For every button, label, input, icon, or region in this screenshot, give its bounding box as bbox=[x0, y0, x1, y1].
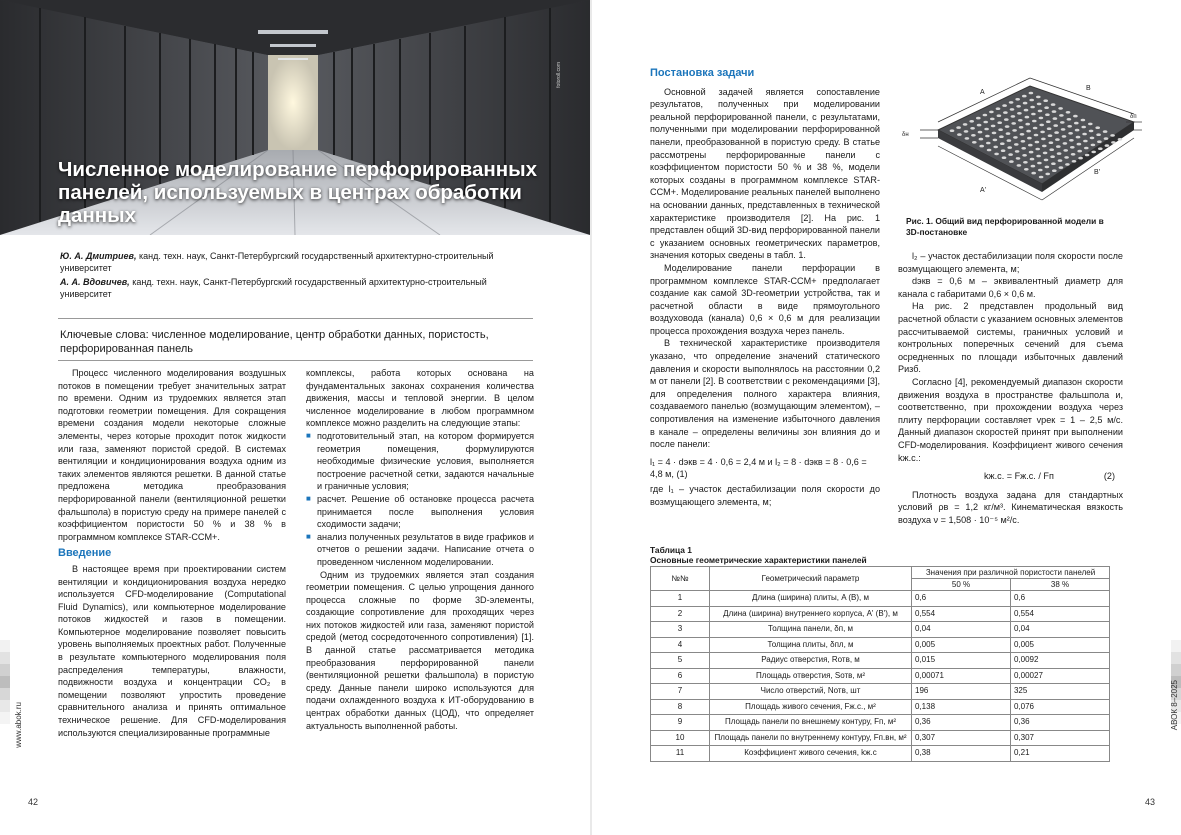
table-cell: Число отверстий, Nотв, шт bbox=[710, 684, 912, 700]
deq-definition: dэкв = 0,6 м – эквивалентный диаметр для канала с габаритами 0,6 × 0,6 м. bbox=[898, 276, 1123, 299]
table-cell: 0,36 bbox=[1010, 715, 1109, 731]
table-row bbox=[651, 699, 1110, 715]
table-row bbox=[651, 730, 1110, 746]
table-cell: 0,04 bbox=[912, 622, 1011, 638]
table-row bbox=[651, 668, 1110, 684]
table-cell: 11 bbox=[651, 746, 710, 762]
l1-definition: где l₁ – участок дестабилизации поля скорости до возмущающего элемента, м; bbox=[650, 484, 880, 507]
table-cell: Длина (ширина) плиты, A (B), м bbox=[710, 591, 912, 607]
keywords: Ключевые слова: численное моделирование, центр обработки данных, пористость, перфорированная панель bbox=[60, 329, 489, 355]
table-cell: Коэффициент живого сечения, kж.с bbox=[710, 746, 912, 762]
perforated-panel-figure bbox=[898, 64, 1143, 214]
table-cell: 4 bbox=[651, 637, 710, 653]
stages-paragraph: комплексы, работа которых основана на фундаментальных законах сохранения количества движения, массы и тепловой энергии. В целом численное моделирование в любом программном комплексе можно разделить на следующие этапы: bbox=[306, 368, 534, 429]
divider-bottom bbox=[58, 360, 533, 361]
table-cell: 196 bbox=[912, 684, 1011, 700]
table-row bbox=[651, 606, 1110, 622]
author-1-name: Ю. А. Дмитриев, bbox=[60, 251, 137, 261]
dimension-label: A bbox=[980, 89, 985, 96]
author-1-affiliation: канд. техн. наук, Санкт-Петербургский государственный архитектурно-строительный университет bbox=[60, 251, 494, 273]
table-cell: Толщина плиты, δпл, м bbox=[710, 637, 912, 653]
list-item: ■ расчет. Решение об остановке процесса расчета принимается после выполнения условия сходимости задачи; bbox=[306, 493, 534, 530]
table-cell: 8 bbox=[651, 699, 710, 715]
formula-1: l₁ = 4 · dэкв = 4 · 0,6 = 2,4 м и l₂ = 8 · dэкв = 8 · 0,6 = 4,8 м, (1) bbox=[650, 456, 867, 480]
table-body bbox=[651, 591, 1110, 762]
table-cell: 0,005 bbox=[1010, 637, 1109, 653]
page-number-right: 43 bbox=[1145, 797, 1156, 807]
header-parameter: Геометрический параметр bbox=[710, 567, 912, 591]
left-page bbox=[0, 0, 590, 835]
table-row bbox=[651, 622, 1110, 638]
table-cell: Площадь живого сечения, Fж.с., м² bbox=[710, 699, 912, 715]
author-2 bbox=[60, 276, 530, 300]
modeling-paragraph: Моделирование панели перфорации в программном комплексе STAR-CCM+ предполагает создание как самой 3D-геометрии устройства, так и расчетной области в виде прямоугольного воздуховода (канала) 0,6 × 0,6 м для реализации процесса прохождения воздуха через панель. bbox=[650, 262, 880, 336]
website-label: www.abok.ru bbox=[14, 702, 23, 748]
formula-2: kж.с. = Fж.с. / Fп (2) bbox=[984, 471, 1115, 482]
table-cell: 0,554 bbox=[1010, 606, 1109, 622]
dimension-label: A' bbox=[980, 187, 987, 194]
author-2-affiliation: канд. техн. наук, Санкт-Петербургский государственный архитектурно-строительный университет bbox=[60, 277, 487, 299]
table-title: Таблица 1 bbox=[650, 545, 692, 555]
table-cell: 0,38 bbox=[912, 746, 1011, 762]
figure-2-paragraph: На рис. 2 представлен продольный вид расчетной области с указанием основных элементов рассчитываемой системы, граничных условий и контрольных поперечных сечений для съема осредненных по площади избыточных давлений Pизб. bbox=[898, 301, 1123, 375]
table-row bbox=[651, 715, 1110, 731]
heading-problem-statement: Постановка задачи bbox=[650, 67, 755, 79]
header-number: №№ bbox=[651, 567, 710, 591]
task-paragraph: Основной задачей является сопоставление результатов, полученных при моделировании реальной перфорированной панели, с результатами, полученными при моделировании перфорированной панели, преобразованной в пористую среду. В статье рассмотрены перфорированные панели с коэффициентом пористости 50 % и 38 %, модели которых созданы в программном комплексе STAR-CCM+. Моделирование реальных панелей выполнено на основании данных, представленных в технической характеристике производителя [2]. На рис. 1 представлен общий 3D-вид перфорированной панели с указанием основных геометрических параметров, значения которых сведены в табл. 1. bbox=[650, 86, 880, 261]
table-cell: 2 bbox=[651, 606, 710, 622]
intro-paragraph: В настоящее время при проектировании систем вентиляции и кондиционирования воздуха нередко используется CFD-моделирование (Computational Fluid Dynamics), или компьютерное моделирование потоков жидкостей и газов в помещении. Компьютерное моделирование позволяет повысить уровень выполняемых проектных работ. Полученные в результате компьютерного моделирования поля распределения температуры, влажности, подвижности воздуха и концентрации CO₂ в помещении позволяют упростить проведение сравнительного анализа и принять оптимальное техническое решение. Для CFD-моделирования используются специализированные программные bbox=[58, 563, 286, 738]
table-cell: 3 bbox=[651, 622, 710, 638]
table-cell: Длина (ширина) внутреннего корпуса, A' (B'), м bbox=[710, 606, 912, 622]
divider-top bbox=[58, 318, 533, 319]
dimension-label: δн bbox=[902, 132, 909, 138]
table-cell: 325 bbox=[1010, 684, 1109, 700]
header-values: Значения при различной пористости панелей bbox=[912, 567, 1110, 579]
table-cell: Площадь отверстия, Sотв, м² bbox=[710, 668, 912, 684]
bullet-icon: ■ bbox=[306, 531, 311, 541]
table-row bbox=[651, 653, 1110, 669]
table-cell: 0,307 bbox=[912, 730, 1011, 746]
l2-definition: l₂ – участок дестабилизации поля скорости после возмущающего элемента, м; bbox=[898, 251, 1123, 274]
table-cell: 0,36 bbox=[912, 715, 1011, 731]
table-cell: 10 bbox=[651, 730, 710, 746]
photo-credit: fotoroll.com bbox=[556, 62, 562, 88]
journal-label: АВОК 8–2025 bbox=[1170, 680, 1179, 731]
list-item: ■ подготовительный этап, на котором формируется геометрия помещения, формулируются необходимые физические условия, выполняется построение расчетной сетки, задаются начальные и граничные условия; bbox=[306, 430, 534, 492]
left-column-2 bbox=[306, 367, 534, 732]
table-cell: Площадь панели по внешнему контуру, Fп, м² bbox=[710, 715, 912, 731]
left-column-1 bbox=[58, 367, 286, 739]
table-row bbox=[651, 746, 1110, 762]
velocity-paragraph: Согласно [4], рекомендуемый диапазон скорости движения воздуха в пространстве фальшпола и, соответственно, при прохождении воздуха через плиту перфорации составляет vрек = 1 – 2,5 м/с. Данный диапазон скоростей принят при выполнении CFD-моделирования. Коэффициент живого сечения kж.с.: bbox=[898, 376, 1123, 463]
right-page bbox=[592, 0, 1181, 835]
table-cell: 0,005 bbox=[912, 637, 1011, 653]
influence-paragraph: В технической характеристике производителя указано, что определение значений статического давления и скорости выполнялось на расстоянии 0,2 м от панели [2]. В соответствии с рекомендациями [3], для определения полного характера влияния, создаваемого панелью (возмущающим элементом), – сопротивления на изменение избыточного давления в канале – определены величины зон влияния до и после панели: bbox=[650, 338, 880, 450]
table-row bbox=[651, 591, 1110, 607]
method-paragraph: Одним из трудоемких является этап создания геометрии помещения. С целью упрощения данного процесса сложные по форме 3D-элементы, создающие сопротивление для проходящих через них потоков жидкостей или газа, заменяют пористой средой (метод сосредоточенного сопротивления) [1]. В данной статье рассматривается методика преобразования перфорированной панели (вентиляционной решетки фальшпола) в пористую среду. Данные панели широко используются для подачи охлажденного воздуха к ИТ-оборудованию в центрах обработки данных (ЦОД), что определяет актуальность выполненной работы. bbox=[306, 569, 534, 731]
table-cell: 0,076 bbox=[1010, 699, 1109, 715]
table-cell: Толщина панели, δп, м bbox=[710, 622, 912, 638]
right-column-1 bbox=[650, 67, 880, 508]
abstract-paragraph: Процесс численного моделирования воздушных потоков в помещении требует значительных затрат по времени. Одним из трудоемких является этап подготовки геометрии помещения. Для сокращения времени создания модели некоторые сложные элементы, через которые проходит поток жидкости или газа, заменяют пористой средой. В системах вентиляции и кондиционирования воздуха одним из таких элементов являются решетки. В данной статье предложена методика преобразования перфорированной панели (вентиляционной решетки фальшпола) в пористую среду на примере панелей с коэффициентом пористости 50 % и 38 % в программном комплексе STAR-CCM+. bbox=[58, 368, 286, 542]
table-cell: 0,21 bbox=[1010, 746, 1109, 762]
table-cell: 7 bbox=[651, 684, 710, 700]
table-cell: 0,307 bbox=[1010, 730, 1109, 746]
article-title: Численное моделирование перфорированных панелей, используемых в центрах обработки данных bbox=[58, 158, 538, 227]
table-cell: 1 bbox=[651, 591, 710, 607]
table-cell: 0,0092 bbox=[1010, 653, 1109, 669]
table-cell: 9 bbox=[651, 715, 710, 731]
table-cell: 0,6 bbox=[912, 591, 1011, 607]
page-number-left: 42 bbox=[28, 797, 39, 807]
heading-introduction: Введение bbox=[58, 547, 112, 560]
header-porosity-50: 50 % bbox=[912, 579, 1011, 591]
table-cell: 0,00071 bbox=[912, 668, 1011, 684]
table-cell: 5 bbox=[651, 653, 710, 669]
author-1 bbox=[60, 250, 530, 274]
gray-scale-strip bbox=[0, 640, 10, 724]
dimension-label: B' bbox=[1094, 169, 1101, 176]
table-row bbox=[651, 637, 1110, 653]
list-item: ■ анализ полученных результатов в виде графиков и отчетов о решении задачи. Написание отчета о проведенном численном моделировании. bbox=[306, 531, 534, 567]
stages-list bbox=[306, 430, 534, 569]
air-properties-paragraph: Плотность воздуха задана для стандартных условий ρв = 1,2 кг/м³. Кинематическая вязкость воздуха ν = 1,508 · 10⁻⁵ м²/с. bbox=[898, 489, 1123, 525]
table-subtitle: Основные геометрические характеристики панелей bbox=[650, 555, 867, 565]
table-cell: Радиус отверстия, Rотв, м bbox=[710, 653, 912, 669]
table-cell: 0,015 bbox=[912, 653, 1011, 669]
table-cell: 0,6 bbox=[1010, 591, 1109, 607]
header-porosity-38: 38 % bbox=[1010, 579, 1109, 591]
author-2-name: А. А. Вдовичев, bbox=[60, 277, 130, 287]
hero-photo bbox=[0, 0, 590, 235]
bullet-icon: ■ bbox=[306, 430, 311, 440]
table-row bbox=[651, 684, 1110, 700]
figure-caption: Рис. 1. Общий вид перфорированной модели в 3D-постановке bbox=[906, 216, 1104, 237]
dimension-label: δп bbox=[1130, 114, 1137, 120]
table-cell: 0,138 bbox=[912, 699, 1011, 715]
table-cell: 6 bbox=[651, 668, 710, 684]
authors-block bbox=[60, 250, 530, 302]
geometry-table bbox=[650, 566, 1110, 762]
bullet-icon: ■ bbox=[306, 493, 311, 503]
table-cell: 0,554 bbox=[912, 606, 1011, 622]
table-cell: 0,00027 bbox=[1010, 668, 1109, 684]
table-cell: 0,04 bbox=[1010, 622, 1109, 638]
right-column-2 bbox=[898, 250, 1123, 526]
dimension-label: B bbox=[1086, 85, 1091, 92]
table-cell: Площадь панели по внутреннему контуру, Fп.вн, м² bbox=[710, 730, 912, 746]
